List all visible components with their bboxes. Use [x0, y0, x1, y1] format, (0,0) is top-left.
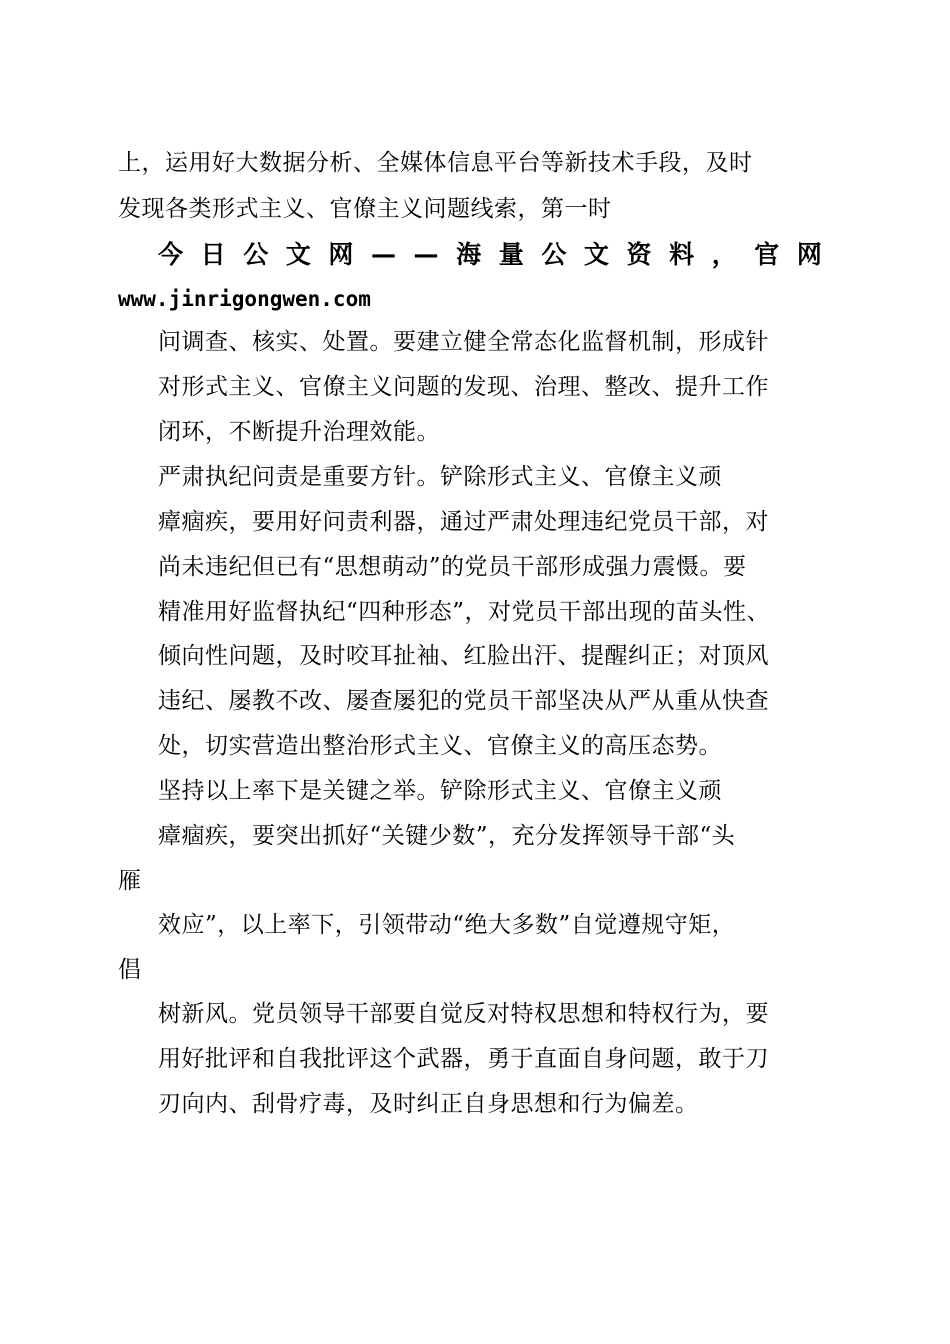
text-line: 上，运用好大数据分析、全媒体信息平台等新技术手段，及时	[118, 150, 753, 176]
banner-char: 日	[200, 240, 226, 269]
banner-char: 公	[243, 240, 269, 269]
banner-char: 料	[669, 240, 695, 269]
banner-char: 官	[754, 240, 780, 269]
banner-char: 网	[796, 240, 822, 269]
banner-char: —	[413, 240, 439, 269]
text-line: 精准用好监督执纪“四种形态”，对党员干部出现的苗头性、	[158, 599, 771, 625]
text-line: 发现各类形式主义、官僚主义问题线索，第一时	[118, 196, 612, 222]
text-line: 树新风。党员领导干部要自觉反对特权思想和特权行为，要	[158, 1001, 769, 1027]
text-line: 坚持以上率下是关键之举。铲除形式主义、官僚主义顽	[158, 778, 722, 804]
text-line: 效应”，以上率下，引领带动“绝大多数”自觉遵规守矩，	[158, 912, 736, 938]
watermark-url: www.jinrigongwen.com	[118, 287, 371, 311]
text-line: 处，切实营造出整治形式主义、官僚主义的高压态势。	[158, 733, 722, 759]
banner-char: 文	[285, 240, 311, 269]
text-line: 严肃执纪问责是重要方针。铲除形式主义、官僚主义顽	[158, 464, 722, 490]
banner-char: 海	[456, 240, 482, 269]
text-line: 问调查、核实、处置。要建立健全常态化监督机制，形成针	[158, 329, 769, 355]
banner-char: ，	[711, 240, 737, 269]
banner-char: 资	[626, 240, 652, 269]
text-line: 瘴痼疾，要用好问责利器，通过严肃处理违纪党员干部，对	[158, 509, 769, 535]
watermark-banner	[158, 240, 822, 270]
banner-char: 文	[583, 240, 609, 269]
text-line: 倡	[118, 957, 142, 983]
text-line: 刃向内、刮骨疗毒，及时纠正自身思想和行为偏差。	[158, 1091, 699, 1117]
text-line: 倾向性问题，及时咬耳扯袖、红脸出汗、提醒纠正；对顶风	[158, 643, 769, 669]
banner-char: —	[370, 240, 396, 269]
text-line: 雁	[118, 868, 142, 894]
banner-char: 量	[498, 240, 524, 269]
banner-char: 今	[158, 240, 184, 269]
text-line: 尚未违纪但已有“思想萌动”的党员干部形成强力震慑。要	[158, 554, 747, 580]
text-line: 瘴痼疾，要突出抓好“关键少数”，充分发挥领导干部“头	[158, 823, 736, 849]
text-line: 闭环，不断提升治理效能。	[158, 419, 440, 445]
text-line: 用好批评和自我批评这个武器，勇于直面自身问题，敢于刀	[158, 1046, 769, 1072]
banner-char: 公	[541, 240, 567, 269]
text-line: 对形式主义、官僚主义问题的发现、治理、整改、提升工作	[158, 374, 769, 400]
banner-char: 网	[328, 240, 354, 269]
text-line: 违纪、屡教不改、屡查屡犯的党员干部坚决从严从重从快查	[158, 688, 769, 714]
